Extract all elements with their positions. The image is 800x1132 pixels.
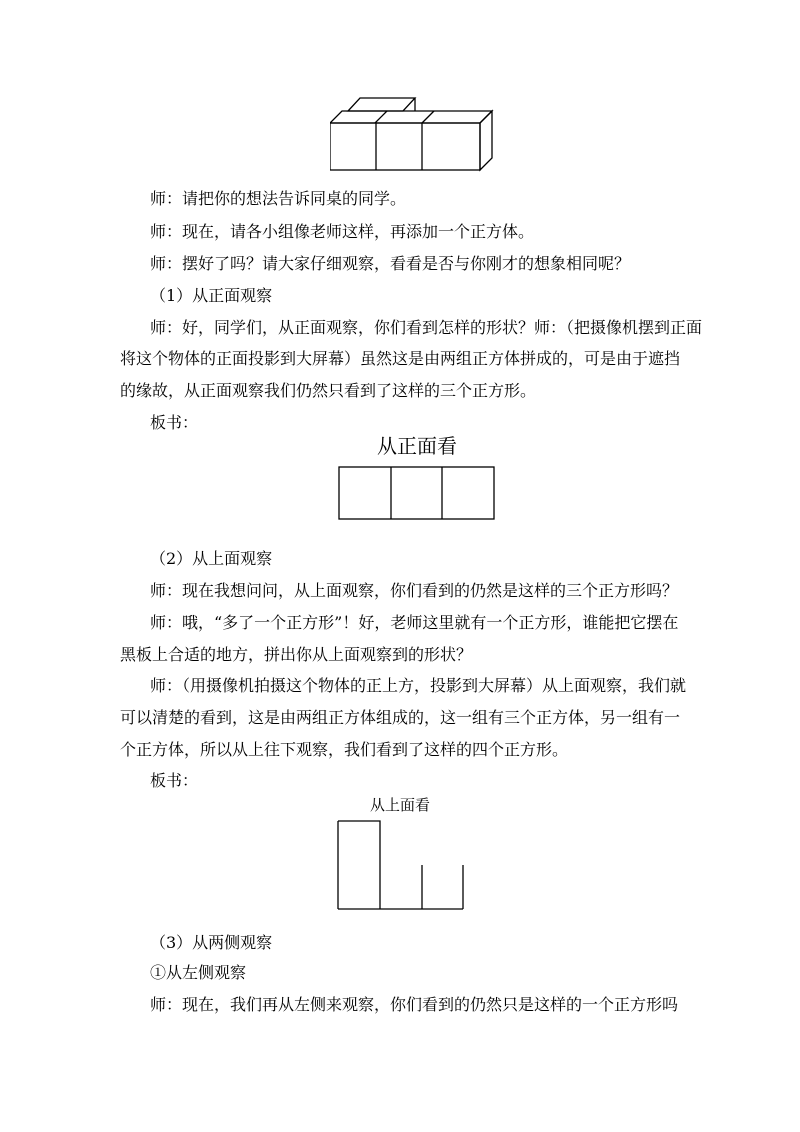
front-view-caption: 从正面看 — [377, 434, 457, 458]
paragraph-line: 板书： — [150, 413, 199, 432]
paragraph-line: 黑板上合适的地方，拼出你从上面观察到的形状？ — [120, 645, 473, 664]
section-heading: （1）从正面观察 — [150, 286, 273, 305]
subsection-heading: ①从左侧观察 — [150, 963, 247, 982]
paragraph-line: 师：摆好了吗？请大家仔细观察，看看是否与你刚才的想象相同呢？ — [150, 254, 631, 273]
paragraph-line: 师：好，同学们，从正面观察，你们看到怎样的形状？师：（把摄像机摆到正面 — [150, 318, 703, 337]
paragraph-line: 的缘故，从正面观察我们仍然只看到了这样的三个正方形。 — [120, 381, 537, 400]
paragraph-line: 师：请把你的想法告诉同桌的同学。 — [150, 189, 407, 208]
paragraph-line: 师：（用摄像机拍摄这个物体的正上方，投影到大屏幕）从上面观察，我们就 — [150, 676, 687, 695]
front-view-figure — [338, 466, 496, 522]
section-heading: （3）从两侧观察 — [150, 933, 273, 952]
paragraph-line: 个正方体，所以从上往下观察，我们看到了这样的四个正方形。 — [120, 740, 569, 759]
top-view-figure — [337, 820, 465, 912]
paragraph-line: 师：现在我想问问，从上面观察，你们看到的仍然是这样的三个正方形吗？ — [150, 581, 679, 600]
paragraph-line: 师：哦，“多了一个正方形”！好，老师这里就有一个正方形，谁能把它摆在 — [150, 613, 679, 632]
section-heading: （2）从上面观察 — [150, 549, 273, 568]
paragraph-line: 板书： — [150, 771, 199, 790]
paragraph-line: 可以清楚的看到，这是由两组正方体组成的，这一组有三个正方体，另一组有一 — [120, 708, 681, 727]
paragraph-line: 师：现在，我们再从左侧来观察，你们看到的仍然只是这样的一个正方形吗 — [150, 995, 679, 1014]
paragraph-line: 师：现在，请各小组像老师这样，再添加一个正方体。 — [150, 222, 535, 241]
cube-assembly-figure — [330, 88, 510, 180]
top-view-caption: 从上面看 — [369, 796, 430, 814]
paragraph-line: 将这个物体的正面投影到大屏幕）虽然这是由两组正方体拼成的，可是由于遮挡 — [120, 349, 681, 368]
